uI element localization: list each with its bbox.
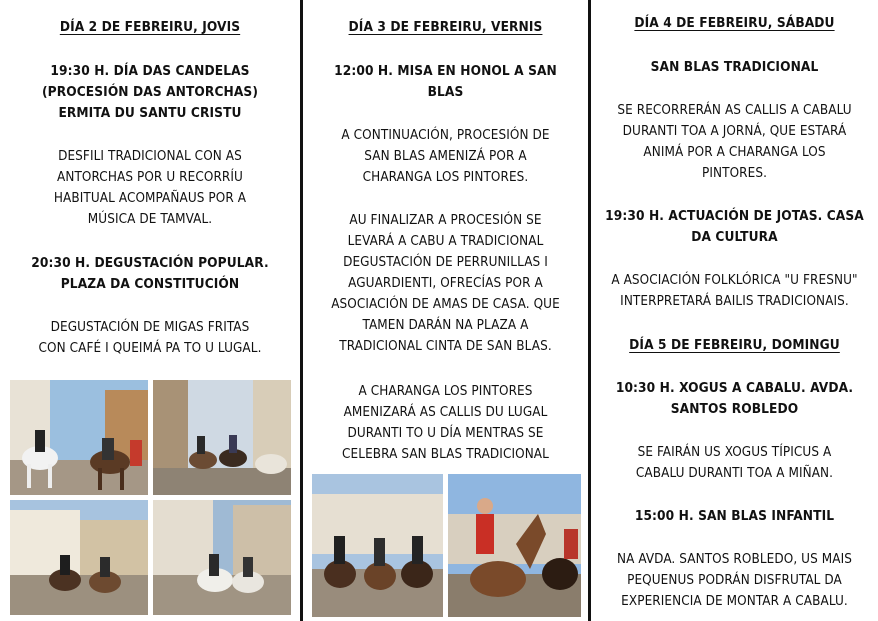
day-heading: DÍA 4 DE FEBREIRU, SÁBADU: [634, 15, 835, 31]
riders-in-square-photo: [10, 500, 148, 615]
white-horses-photo: [153, 500, 291, 615]
horse-riders-photo: [10, 380, 148, 495]
column-day-3: DÍA 3 DE FEBREIRU, VERNIS 12:00 H. MISA EN HONOL A SAN BLAS A CONTINUACIÓN, PROCESIÓN DE SAN BLAS AMENIZÁ POR A CHARANGA LOS PINTORES. AU FINALIZAR A PROCESIÓN SE LEVARÁ A CABU A TRADICIONAL DEGUSTACIÓN DE PERRUNILLAS I AGUARDIENTI, OFRECÍAS POR A ASOCIACIÓN DE AMAS DE CASA. QUE TAMEN DARÁN NA PLAZA A TRADICIONAL CINTA DE SAN BLAS. A CHARANGA LOS PINTORES AMENIZARÁ AS CALLIS DU LUGAL DURANTI TO U DÍA MENTRAS SE CELEBRA SAN BLAS TRADICIONAL: [303, 0, 588, 621]
riders-group-photo: [312, 474, 443, 617]
column-day-2: DÍA 2 DE FEBREIRU, JOVIS 19:30 H. DÍA DAS CANDELAS (PROCESIÓN DAS ANTORCHAS) ERMITA DU SANTU CRISTU DESFILI TRADICIONAL CON AS ANTORCHAS POR U RECORRÍU HABITUAL ACOMPAÑAUS POR A MÚSICA DE TAMVAL. 20:30 H. DEGUSTACIÓN POPULAR. PLAZA DA CONSTITUCIÓN DEGUSTACIÓN DE MIGAS FRITAS CON CAFÉ I QUEIMÁ PA TO U LUGAL.: [0, 0, 300, 621]
day-heading: DÍA 5 DE FEBREIRU, DOMINGU: [629, 337, 840, 353]
street-procession-photo: [153, 380, 291, 495]
day-heading: DÍA 3 DE FEBREIRU, VERNIS: [348, 19, 543, 35]
column-day-4-5: DÍA 4 DE FEBREIRU, SÁBADU SAN BLAS TRADICIONAL SE RECORRERÁN AS CALLIS A CABALU DURANTI TOA A JORNÁ, QUE ESTARÁ ANIMÁ POR A CHARANGA LOS PINTORES. 19:30 H. ACTUACIÓN DE JOTAS. CASA DA CULTURA A ASOCIACIÓN FOLKLÓRICA "U FRESNU" INTERPRETARÁ BAILIS TRADICIONAIS. DÍA 5 DE FEBREIRU, DOMINGU 10:30 H. XOGUS A CABALU. AVDA. SANTOS ROBLEDO SE FAIRÁN US XOGUS TÍPICUS A CABALU DURANTI TOA A MIÑAN. 15:00 H. SAN BLAS INFANTIL NA AVDA. SANTOS ROBLEDO, US MAIS PEQUENUS PODRÁN DISFRUTAL DA EXPERIENCIA DE MONTAR A CABALU.: [591, 0, 878, 621]
event-title: 15:00 H. SAN BLAS INFANTIL: [634, 508, 835, 524]
event-title: SAN BLAS TRADICIONAL: [650, 59, 819, 75]
rider-with-horse-photo: [448, 474, 581, 617]
day-heading: DÍA 2 DE FEBREIRU, JOVIS: [59, 19, 241, 35]
